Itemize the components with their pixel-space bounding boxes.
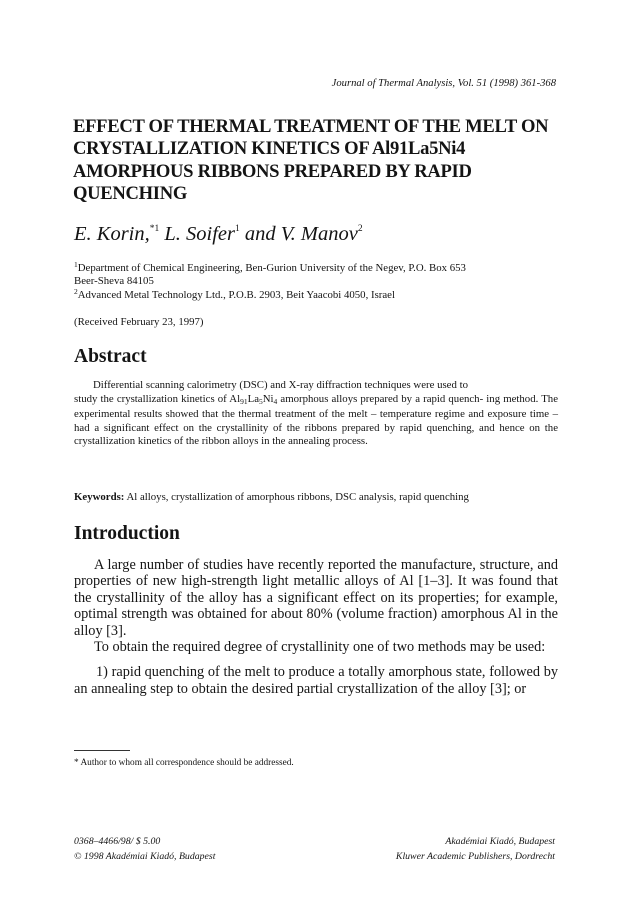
intro-paragraph-3: 1) rapid quenching of the melt to produce a totally amorphous state, followed by an annealing step to obtain the desired partial crystallization of the alloy [3]; or — [74, 664, 558, 697]
publisher-1: Akadémiai Kiadó, Budapest — [445, 836, 555, 847]
keywords-text: Al alloys, crystallization of amorphous ribbons, DSC analysis, rapid quenching — [124, 491, 469, 503]
intro-paragraph-2: To obtain the required degree of crystallinity one of two methods may be used: — [94, 639, 546, 656]
footnote: * Author to whom all correspondence should be addressed. — [74, 758, 294, 768]
title-line-2 — [73, 138, 573, 160]
author-korin-mark: *1 — [149, 224, 160, 234]
author-and: and — [244, 223, 276, 245]
author-soifer: L. Soifer — [164, 223, 235, 245]
abstract-text: study the crystallization kinetics of $Al_{91}La_5Ni_4$ amorphous alloys prepared by a rapid quench- ing method. The experimental results showed that the thermal treatment of the melt – temperature regime and exposure time – had a significant effect on the crystallinity of the ribbons prepared by rapid quenching, and hence on the crystallization kinetics of the ribbon alloys in the annealing process. — [74, 392, 558, 447]
abstract-heading: Abstract — [74, 346, 147, 367]
journal-header: Journal of Thermal Analysis, Vol. 51 (1998) 361-368 — [331, 78, 556, 89]
author-korin: E. Korin, — [74, 223, 150, 245]
footnote-divider — [74, 750, 130, 751]
affiliation-2-mark: 2 — [74, 287, 78, 296]
keywords — [74, 491, 469, 503]
title-line-4: QUENCHING — [73, 182, 188, 204]
title-formula: Al91La5Ni4 — [372, 138, 466, 160]
issn-price: 0368–4466/98/ $ 5.00 — [74, 836, 161, 847]
intro-paragraph-1: A large number of studies have recently reported the manufacture, structure, and properties of new high-strength light metallic alloys of Al [1–3]. It was found that the crystallinity of the alloy has a significant effect on its properties; for example, optimal strength was obtained for about 80% (volume fraction) amorphous Al in the alloy [3]. — [74, 557, 558, 639]
keywords-label: Keywords: — [74, 491, 125, 503]
author-manov-mark: 2 — [357, 224, 363, 234]
title-line-2-text: CRYSTALLIZATION KINETICS OF — [73, 138, 373, 160]
author-list — [74, 223, 363, 246]
abstract-body — [74, 379, 558, 449]
affiliation-1-line-1: Department of Chemical Engineering, Ben-Gurion University of the Negev, P.O. Box 653 — [77, 262, 466, 274]
title-line-1: EFFECT OF THERMAL TREATMENT OF THE MELT ON — [73, 116, 549, 137]
introduction-body — [74, 557, 558, 697]
affiliation-2 — [74, 285, 395, 302]
abstract-rest: ing method. The experimental results showed that the thermal treatment of the melt – temperature regime and exposure time – had a significant effect on the crystallinity of the ribbons prepared by rapid quenching, and hence on the crystallization kinetics of the ribbon alloys in the annealing process. — [74, 392, 558, 447]
introduction-heading: Introduction — [74, 523, 180, 544]
copyright: © 1998 Akadémiai Kiadó, Budapest — [74, 851, 216, 862]
affiliation-1-mark: 1 — [74, 260, 78, 269]
affiliation-2-line: Advanced Metal Technology Ltd., P.O.B. 2903, Beit Yaacobi 4050, Israel — [77, 289, 395, 301]
title-line-3: AMORPHOUS RIBBONS PREPARED BY RAPID — [73, 160, 472, 182]
publisher-2: Kluwer Academic Publishers, Dordrecht — [395, 851, 555, 862]
author-manov: V. Manov — [280, 223, 358, 245]
affiliation-1-line-2: Beer-Sheva 84105 — [74, 275, 154, 287]
paper-title — [73, 116, 573, 205]
received-date: (Received February 23, 1997) — [74, 316, 204, 328]
author-soifer-mark: 1 — [235, 224, 240, 234]
abstract-line-1: Differential scanning calorimetry (DSC) and X-ray diffraction techniques were used to — [93, 379, 468, 391]
affiliation-1 — [74, 258, 466, 288]
